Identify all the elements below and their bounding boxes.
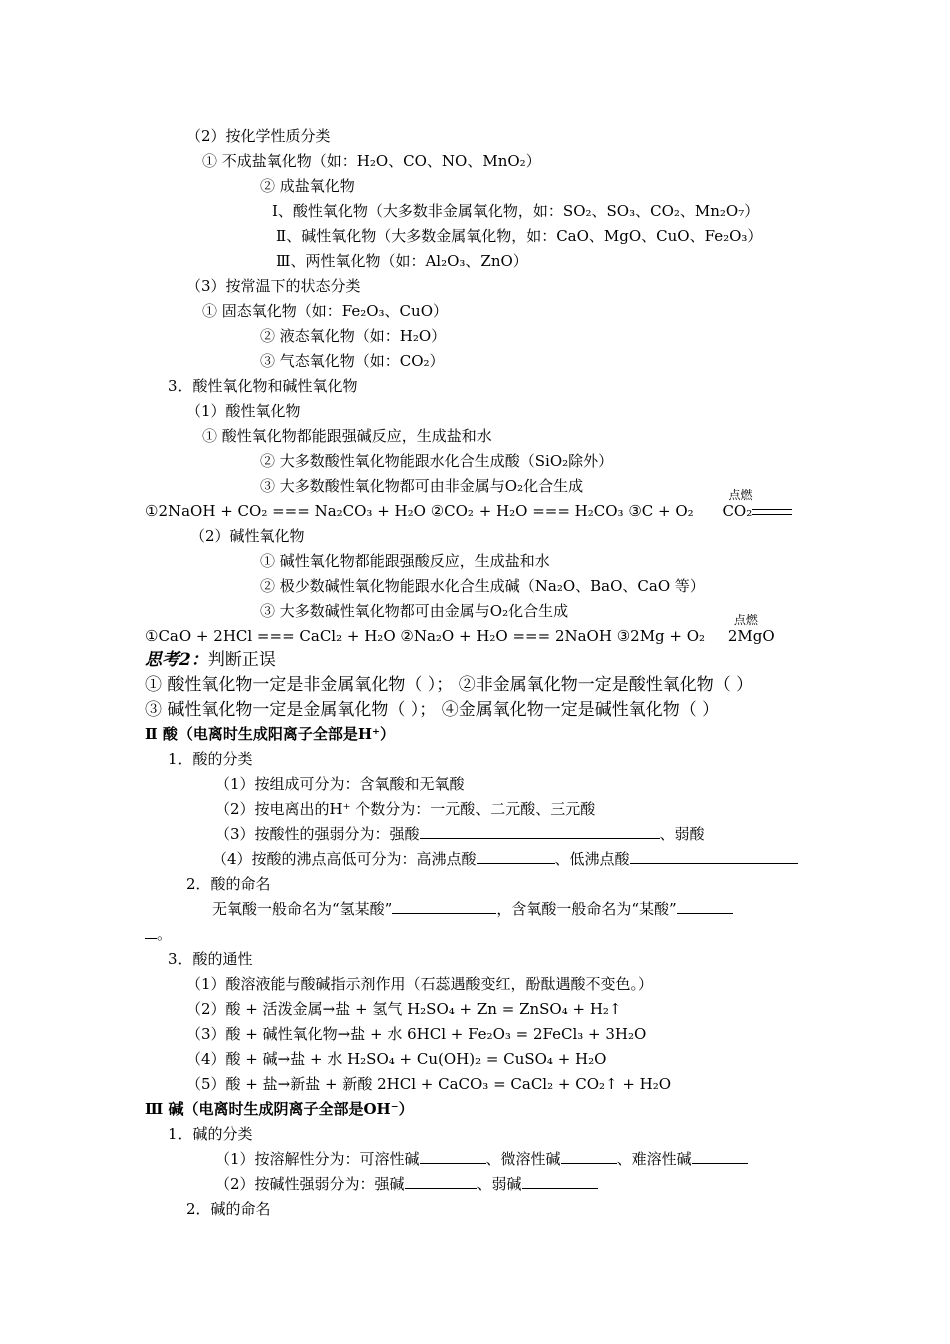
base-oxide-title: （2）碱性氧化物 bbox=[190, 527, 305, 545]
oxide-sec2-title: （2）按化学性质分类 bbox=[186, 127, 331, 145]
blank-strong-acid[interactable] bbox=[420, 824, 660, 839]
oxide-nonsalt: ① 不成盐氧化物（如：H₂O、CO、NO、MnO₂） bbox=[202, 152, 541, 170]
base-oxide-p1: ① 碱性氧化物都能跟强酸反应，生成盐和水 bbox=[260, 552, 550, 570]
acid-section-title: Ⅱ 酸（电离时生成阳离子全部是H⁺） bbox=[145, 725, 395, 743]
base-cls2: （2）按碱性强弱分为：强碱 、弱碱 bbox=[215, 1174, 598, 1194]
oxide-amphoteric: Ⅲ、两性氧化物（如：Al₂O₃、ZnO） bbox=[276, 252, 528, 270]
acid-gen2: （2）酸 + 活泼金属→盐 + 氢气 H₂SO₄ + Zn = ZnSO₄ + H₂↑ bbox=[186, 1000, 622, 1018]
think-q1: ① 酸性氧化物一定是非金属氧化物（ ）； ②非金属氧化物一定是酸性氧化物（ ） bbox=[145, 675, 754, 695]
blank-soluble-base[interactable] bbox=[420, 1149, 486, 1164]
blank-high-bp[interactable] bbox=[477, 849, 555, 864]
acid-cls-title: 1．酸的分类 bbox=[168, 750, 253, 768]
acid-oxide-equations: ①2NaOH + CO₂ === Na₂CO₃ + H₂O ②CO₂ + H₂O === H₂CO₃ ③C + O₂ CO₂ 点燃 bbox=[145, 501, 792, 521]
condition-ignite: CO₂ 点燃 bbox=[722, 501, 792, 521]
acid-cls1: （1）按组成可分为：含氧酸和无氧酸 bbox=[215, 775, 465, 793]
acid-cls3: （3）按酸性的强弱分为：强酸 、弱酸 bbox=[215, 825, 705, 843]
acid-name-title: 2．酸的命名 bbox=[186, 875, 271, 893]
acid-name-line: 无氧酸一般命名为“氢某酸” ，含氧酸一般命名为“某酸” bbox=[212, 899, 733, 919]
base-oxide-equations: ①CaO + 2HCl === CaCl₂ + H₂O ②Na₂O + H₂O === 2NaOH ③2Mg + O₂ 2MgO 点燃 bbox=[145, 613, 775, 645]
acid-cls2: （2）按电离出的H⁺ 个数分为：一元酸、二元酸、三元酸 bbox=[215, 800, 596, 818]
acid-gen4: （4）酸 + 碱→盐 + 水 H₂SO₄ + Cu(OH)₂ = CuSO₄ + H₂O bbox=[186, 1050, 607, 1068]
think-q2: ③ 碱性氧化物一定是金属氧化物（ ）； ④金属氧化物一定是碱性氧化物（ ） bbox=[145, 700, 720, 720]
base-cls1: （1）按溶解性分为：可溶性碱 、微溶性碱 、难溶性碱 bbox=[215, 1149, 748, 1169]
acid-cls4: （4）按酸的沸点高低可分为：高沸点酸 、低沸点酸 bbox=[212, 849, 798, 869]
acid-oxide-title: （1）酸性氧化物 bbox=[186, 402, 301, 420]
oxide-sec3-title: （3）按常温下的状态分类 bbox=[186, 277, 361, 295]
acid-gen1: （1）酸溶液能与酸碱指示剂作用（石蕊遇酸变红，酚酞遇酸不变色。） bbox=[186, 975, 654, 993]
acid-gen3: （3）酸 + 碱性氧化物→盐 + 水 6HCl + Fe₂O₃ = 2FeCl₃ + 3H₂O bbox=[186, 1025, 647, 1043]
blank-strong-base[interactable] bbox=[405, 1174, 477, 1189]
acid-gen-title: 3．酸的通性 bbox=[168, 950, 253, 968]
blank-slight-base[interactable] bbox=[561, 1149, 617, 1164]
blank-oxyless-acid[interactable] bbox=[392, 899, 496, 914]
oxide-salt: ② 成盐氧化物 bbox=[260, 177, 355, 195]
acid-oxide-p3: ③ 大多数酸性氧化物都可由非金属与O₂化合生成 bbox=[260, 477, 584, 495]
base-name-title: 2．碱的命名 bbox=[186, 1200, 271, 1218]
condition-ignite-2: 2MgO 点燃 bbox=[727, 613, 775, 645]
oxide-acidic: Ⅰ、酸性氧化物（大多数非金属氧化物，如：SO₂、SO₃、CO₂、Mn₂O₇） bbox=[272, 202, 760, 220]
oxide-basic: Ⅱ、碱性氧化物（大多数金属氧化物，如：CaO、MgO、CuO、Fe₂O₃） bbox=[276, 227, 763, 245]
oxide-solid: ① 固态氧化物（如：Fe₂O₃、CuO） bbox=[202, 302, 448, 320]
base-oxide-p3: ③ 大多数碱性氧化物都可由金属与O₂化合生成 bbox=[260, 602, 569, 620]
blank-oxy-acid[interactable] bbox=[677, 899, 733, 914]
acid-gen5: （5）酸 + 盐→新盐 + 新酸 2HCl + CaCO₃ = CaCl₂ + CO₂↑ + H₂O bbox=[186, 1075, 672, 1093]
base-section-title: Ⅲ 碱（电离时生成阴离子全部是OH⁻） bbox=[145, 1100, 414, 1118]
think-heading: 思考2：判断正误 bbox=[145, 650, 276, 670]
base-cls-title: 1．碱的分类 bbox=[168, 1125, 253, 1143]
blank-weak-base[interactable] bbox=[522, 1174, 598, 1189]
base-oxide-p2: ② 极少数碱性氧化物能跟水化合生成碱（Na₂O、BaO、CaO 等） bbox=[260, 577, 705, 595]
oxide-gas: ③ 气态氧化物（如：CO₂） bbox=[260, 352, 445, 370]
blank-insoluble-base[interactable] bbox=[692, 1149, 748, 1164]
acid-name-cont: 。 bbox=[145, 924, 172, 944]
acid-oxide-p2: ② 大多数酸性氧化物能跟水化合生成酸（SiO₂除外） bbox=[260, 452, 614, 470]
part3-title: 3．酸性氧化物和碱性氧化物 bbox=[168, 377, 358, 395]
acid-oxide-p1: ① 酸性氧化物都能跟强碱反应，生成盐和水 bbox=[202, 427, 492, 445]
blank-low-bp[interactable] bbox=[630, 849, 798, 864]
oxide-liquid: ② 液态氧化物（如：H₂O） bbox=[260, 327, 447, 345]
